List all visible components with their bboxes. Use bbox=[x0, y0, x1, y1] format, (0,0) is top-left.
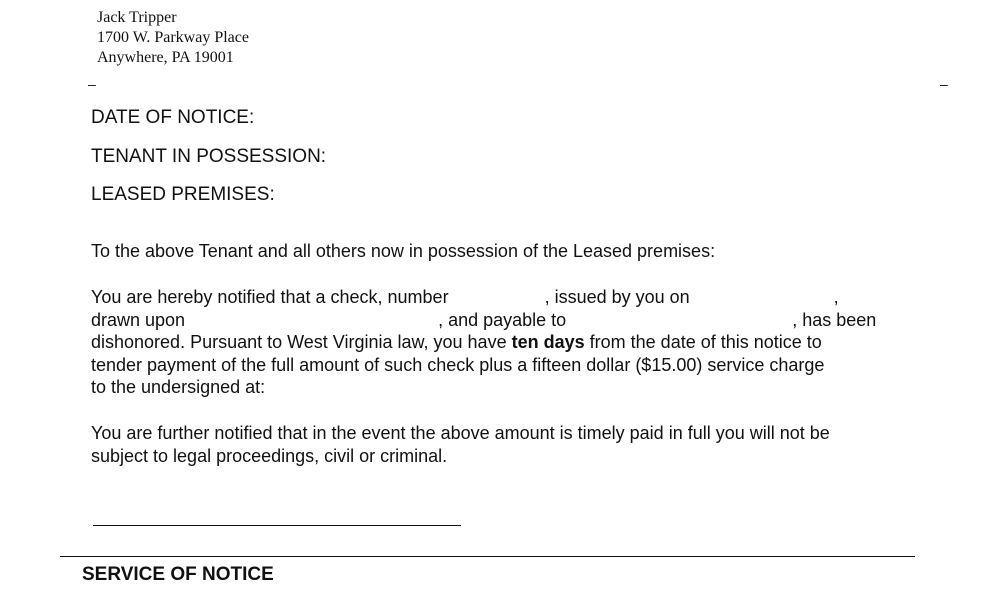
sender-address bbox=[97, 8, 249, 68]
sender-name: Jack Tripper bbox=[97, 9, 177, 26]
text-segment: , has been bbox=[792, 309, 877, 330]
paragraph-line: tender payment of the full amount of such check plus a fifteen dollar ($15.00) service charge bbox=[91, 354, 825, 375]
text-segment: , and payable to bbox=[438, 309, 567, 330]
text-segment: , bbox=[833, 287, 839, 307]
further-notice-paragraph bbox=[91, 422, 830, 467]
salutation: To the above Tenant and all others now in possession of the Leased premises: bbox=[91, 241, 716, 261]
right-margin-mark: – bbox=[940, 76, 948, 92]
sender-street: 1700 W. Parkway Place bbox=[97, 29, 249, 46]
date-of-notice-label: DATE OF NOTICE: bbox=[91, 107, 255, 128]
leased-premises-label: LEASED PREMISES: bbox=[91, 184, 275, 205]
text-segment: from the date of this notice to bbox=[589, 332, 822, 352]
text-segment: dishonored. Pursuant to West Virginia law, you have bbox=[91, 332, 507, 352]
service-of-notice-heading: SERVICE OF NOTICE bbox=[82, 564, 274, 585]
signature-line bbox=[93, 525, 461, 526]
text-segment: drawn upon bbox=[91, 309, 186, 330]
tenant-label: TENANT IN POSSESSION: bbox=[91, 146, 327, 167]
emphasis-ten-days: ten days bbox=[511, 332, 585, 352]
left-margin-mark: – bbox=[88, 76, 96, 92]
sender-city: Anywhere, PA 19001 bbox=[97, 49, 234, 66]
section-divider bbox=[60, 556, 915, 557]
paragraph-line: to the undersigned at: bbox=[91, 377, 266, 397]
paragraph-line bbox=[91, 286, 876, 309]
text-segment: , issued by you on bbox=[544, 287, 690, 307]
paragraph-line bbox=[91, 331, 876, 354]
paragraph-line: You are further notified that in the event the above amount is timely paid in full you will not be bbox=[91, 423, 830, 443]
paragraph-line bbox=[91, 309, 876, 332]
paragraph-line: subject to legal proceedings, civil or criminal. bbox=[91, 445, 448, 466]
text-segment: You are hereby notified that a check, number bbox=[91, 287, 449, 307]
notice-paragraph bbox=[91, 286, 876, 399]
